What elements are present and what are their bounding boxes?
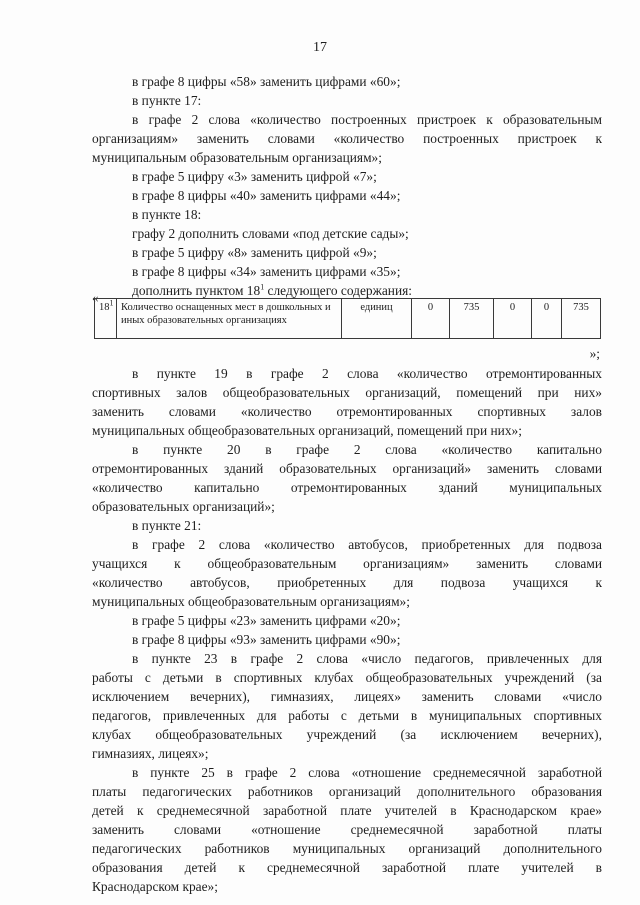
text-line: исключением вечерних), гимназиях, лицеях» заменить словами «число — [92, 689, 602, 704]
text-line: педагогических работников муниципальных организаций дополнительного — [92, 841, 602, 856]
text-line: спортивных залов общеобразовательных организаций, помещений при них» — [92, 385, 602, 400]
amendment-table — [94, 298, 601, 339]
text-line: в графе 5 цифру «3» заменить цифрой «7»; — [132, 169, 377, 184]
text-line: в графе 8 цифры «58» заменить цифрами «60»; — [132, 74, 401, 89]
text-line: педагогов, привлеченных для работы с детьми в муниципальных спортивных — [92, 708, 602, 723]
text-line: в пункте 21: — [132, 518, 202, 533]
cell-value: 0 — [412, 299, 450, 339]
supplement-text-end: следующего содержания: — [264, 283, 413, 298]
text-line: муниципальных общеобразовательным организациям»; — [92, 594, 410, 609]
cell-value: 0 — [494, 299, 532, 339]
text-line: в графе 8 цифры «34» заменить цифрами «35»; — [132, 264, 401, 279]
text-line: образовательных организаций»; — [92, 499, 275, 514]
text-line: Краснодарском крае»; — [92, 879, 218, 894]
text-block-bottom — [92, 364, 602, 896]
quote-close: »; — [589, 346, 600, 361]
text-line: в пункте 25 в графе 2 слова «отношение среднемесячной заработной — [132, 765, 602, 780]
cell-value: 0 — [532, 299, 562, 339]
text-line: учащихся к общеобразовательным организациям» заменить словами — [92, 556, 602, 571]
text-line: образования детей к среднемесячной заработной плате учителей в — [92, 860, 602, 875]
text-line: заменить словами «отношение среднемесячной заработной платы — [92, 822, 602, 837]
text-line: муниципальным образовательным организациям»; — [92, 150, 382, 165]
text-line: в пункте 23 в графе 2 слова «число педагогов, привлеченных для — [132, 651, 602, 666]
supplement-sup: 1 — [260, 282, 265, 292]
text-line: в графе 8 цифры «40» заменить цифрами «44»; — [132, 188, 401, 203]
text-line: гимназиях, лицеях»; — [92, 746, 209, 761]
text-line: в пункте 18: — [132, 207, 202, 222]
text-line: детей к среднемесячной заработной плате учителей в Краснодарском крае» — [92, 803, 602, 818]
text-line: в графе 2 слова «количество автобусов, приобретенных для подвоза — [132, 537, 602, 552]
text-line: заменить словами «количество отремонтированных спортивных залов — [92, 404, 602, 419]
text-line: в графе 2 слова «количество построенных пристроек к образовательным — [132, 112, 602, 127]
text-line: работы с детьми в спортивных клубах общеобразовательных учреждений (за — [92, 670, 602, 685]
cell-indicator-name: Количество оснащенных мест в дошкольных и иных образовательных организациях — [117, 299, 342, 339]
supplement-text: дополнить пунктом 18 — [132, 283, 261, 298]
text-line: в графе 5 цифру «8» заменить цифрой «9»; — [132, 245, 377, 260]
text-line: клубах общеобразовательных учреждений (за исключением вечерних), — [92, 727, 602, 742]
text-line: муниципальных общеобразовательных организаций, помещений при них»; — [92, 423, 522, 438]
text-block-top — [92, 72, 602, 300]
quote-open: « — [92, 290, 99, 305]
cell-value: 735 — [450, 299, 494, 339]
cell-number: $18^1$ — [95, 299, 117, 339]
text-line: платы педагогических работников организаций дополнительного образования — [92, 784, 602, 799]
text-line: в пункте 19 в графе 2 слова «количество отремонтированных — [132, 366, 602, 381]
text-line: графу 2 дополнить словами «под детские сады»; — [132, 226, 409, 241]
cell-unit: единиц — [342, 299, 412, 339]
text-line: «количество автобусов, приобретенных для подвоза учащихся к — [92, 575, 602, 590]
text-line: организациям» заменить словами «количество построенных пристроек к — [92, 131, 602, 146]
table-row — [95, 299, 601, 339]
text-line: в графе 8 цифры «93» заменить цифрами «90»; — [132, 632, 401, 647]
text-line: в графе 5 цифры «23» заменить цифрами «20»; — [132, 613, 401, 628]
text-line: отремонтированных зданий образовательных организаций» заменить словами — [92, 461, 602, 476]
text-line: в пункте 20 в графе 2 слова «количество капитально — [132, 442, 602, 457]
cell-value: 735 — [562, 299, 601, 339]
text-line: в пункте 17: — [132, 93, 202, 108]
text-line: «количество капитально отремонтированных зданий муниципальных — [92, 480, 602, 495]
page-number: 17 — [313, 40, 327, 55]
